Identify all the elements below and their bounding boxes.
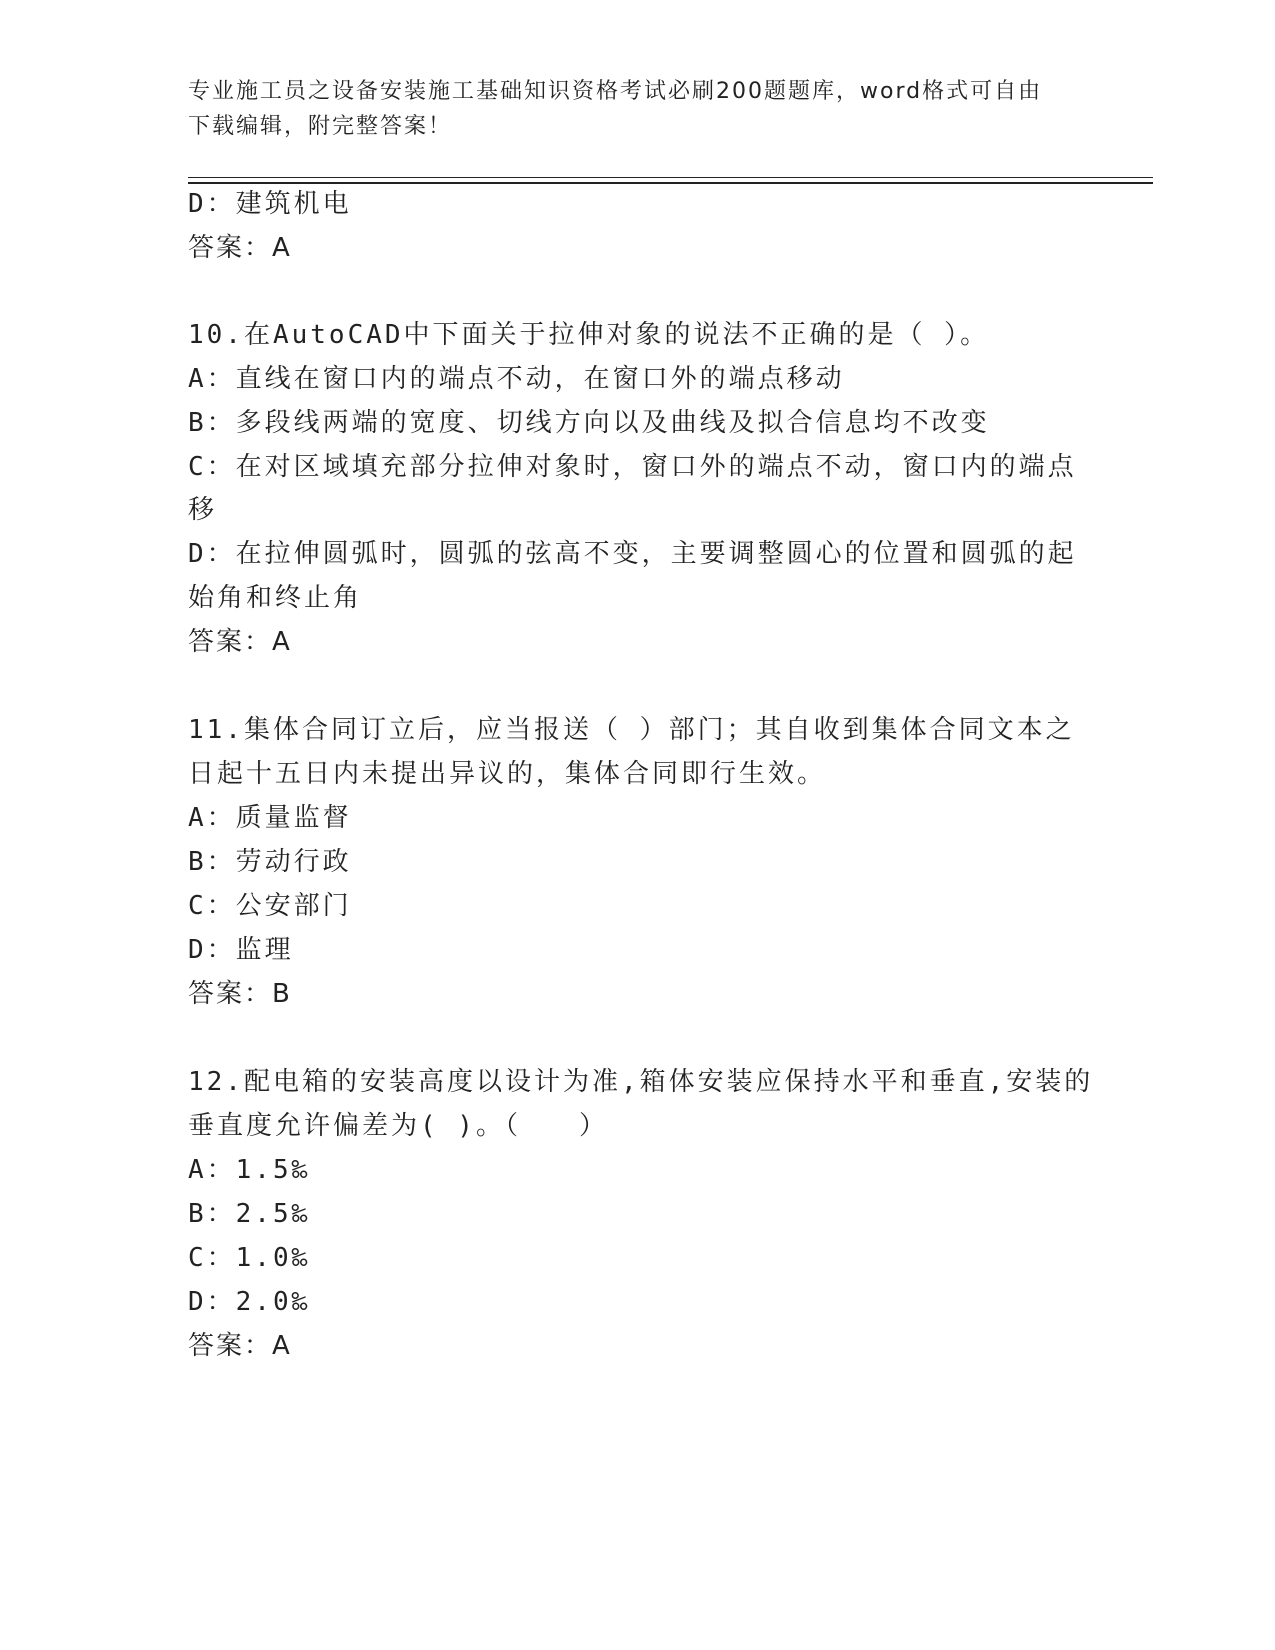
option-line: B：多段线两端的宽度、切线方向以及曲线及拟合信息均不改变 — [188, 408, 990, 438]
option-line: A：直线在窗口内的端点不动，在窗口外的端点移动 — [188, 364, 845, 394]
option-line: D：建筑机电 — [188, 189, 352, 219]
option-line: D：监理 — [188, 935, 294, 965]
answer-line: 答案：A — [188, 627, 292, 657]
question-title: 10.在AutoCAD中下面关于拉伸对象的说法不正确的是（ ）。 — [188, 320, 990, 350]
option-line: D：在拉伸圆弧时，圆弧的弦高不变，主要调整圆心的位置和圆弧的起 — [188, 539, 1077, 569]
header-line-2: 下载编辑，附完整答案！ — [188, 114, 453, 139]
header-divider-thin — [188, 177, 1153, 178]
option-line: C：1.0‰ — [188, 1243, 311, 1273]
document-header — [188, 74, 1068, 144]
option-line: C：在对区域填充部分拉伸对象时，窗口外的端点不动，窗口内的端点 — [188, 452, 1077, 482]
option-line-continued: 始角和终止角 — [188, 583, 363, 613]
question-title-continued: 日起十五日内未提出异议的，集体合同即行生效。 — [188, 759, 827, 789]
answer-line: 答案：A — [188, 233, 292, 263]
option-line: A：1.5‰ — [188, 1155, 311, 1185]
option-line: B：劳动行政 — [188, 847, 352, 877]
answer-line: 答案：B — [188, 979, 292, 1009]
option-line-continued: 移 — [188, 495, 218, 525]
question-title-continued: 垂直度允许偏差为( )。（ ） — [188, 1111, 608, 1141]
question-title: 12.配电箱的安装高度以设计为准,箱体安装应保持水平和垂直,安装的 — [188, 1067, 1094, 1097]
answer-line: 答案：A — [188, 1331, 292, 1361]
option-line: C：公安部门 — [188, 891, 352, 921]
question-title: 11.集体合同订立后，应当报送（ ）部门；其自收到集体合同文本之 — [188, 715, 1075, 745]
option-line: D：2.0‰ — [188, 1287, 311, 1317]
header-line-1: 专业施工员之设备安装施工基础知识资格考试必刷200题题库，word格式可自由 — [188, 79, 1043, 104]
option-line: B：2.5‰ — [188, 1199, 311, 1229]
option-line: A：质量监督 — [188, 803, 352, 833]
